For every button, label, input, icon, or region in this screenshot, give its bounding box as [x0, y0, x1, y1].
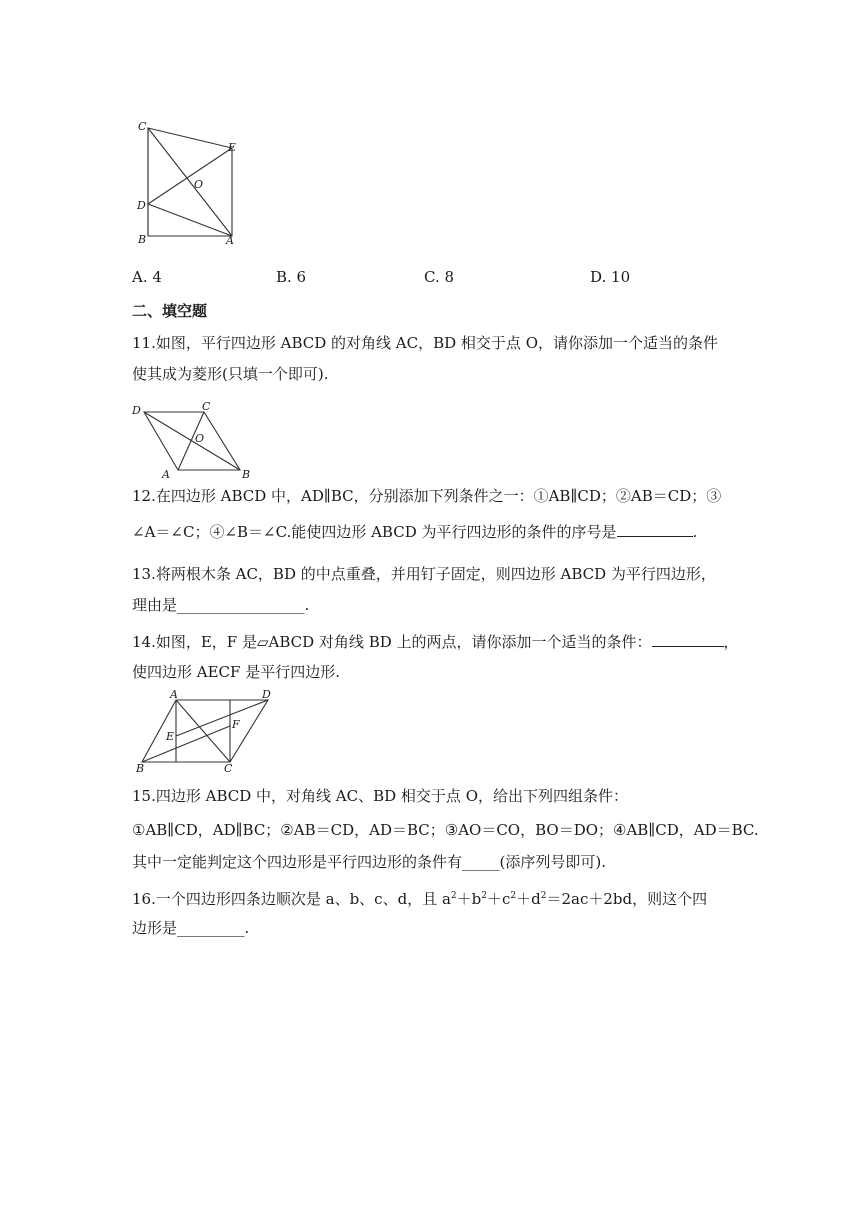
q12-line2-end: . [692, 523, 698, 541]
q12-line2-text: ∠A＝∠C；④∠B＝∠C.能使四边形 ABCD 为平行四边形的条件的序号是 [132, 523, 617, 541]
figure-rectangle-svg [132, 120, 252, 250]
q12-line2 [132, 520, 697, 542]
option-c: C. 8 [424, 268, 455, 286]
diagonal-db [144, 412, 240, 470]
q14-label-f: F [232, 718, 240, 731]
section-title: 二、填空题 [132, 302, 208, 320]
q16-plus-b: ＋b [456, 890, 482, 908]
label-a: A [226, 234, 234, 247]
q11-label-c: C [202, 400, 211, 413]
q16-line1 [132, 886, 707, 909]
label-e: E [228, 141, 237, 154]
q15-line3-start: 其中一定能判定这个四边形是平行四边形的条件有 [132, 853, 463, 871]
q13-line2-start: 理由是 [132, 596, 178, 614]
q14-line1 [132, 630, 739, 652]
q14-line1-end: ， [723, 633, 739, 651]
segment-bf [142, 726, 230, 762]
q16-answer-blank[interactable]: _________ [177, 919, 245, 937]
segment-ed [176, 700, 268, 736]
q11-label-b: B [242, 468, 251, 481]
q16-exp-b: 2 [481, 891, 487, 901]
label-o: O [194, 178, 204, 191]
q16-exp-c: 2 [510, 891, 517, 901]
q14-label-b: B [136, 762, 145, 775]
q11-label-d: D [132, 404, 141, 417]
q14-answer-blank[interactable] [652, 630, 724, 647]
q15-line3 [132, 852, 606, 872]
q13-line2-end: . [304, 596, 310, 614]
q15-line1: 15.四边形 ABCD 中，对角线 AC、BD 相交于点 O，给出下列四组条件： [132, 787, 628, 805]
option-d: D. 10 [590, 268, 631, 286]
q11-label-a: A [162, 468, 170, 481]
figure-rectangle-cdea [132, 120, 252, 250]
q14-line2: 使四边形 AECF 是平行四边形. [132, 663, 340, 681]
q13-answer-blank[interactable]: _________________ [177, 596, 305, 614]
q11-line1: 11.如图，平行四边形 ABCD 的对角线 AC，BD 相交于点 O，请你添加一个适当的条件 [132, 334, 718, 352]
q13-line1: 13.将两根木条 AC，BD 的中点重叠，并用钉子固定，则四边形 ABCD 为平行四边形， [132, 565, 716, 583]
q16-plus-c: ＋c [486, 890, 511, 908]
q11-label-o: O [195, 432, 205, 445]
q14-label-a: A [170, 688, 178, 701]
q16-line1-b: ＝2ac＋2bd，则这个四 [546, 890, 708, 908]
q14-line1-text: 14.如图，E，F 是▱ABCD 对角线 BD 上的两点，请你添加一个适当的条件： [132, 633, 652, 651]
q12-line1: 12.在四边形 ABCD 中，AD∥BC，分别添加下列条件之一：①AB∥CD；②AB＝CD；③ [132, 487, 722, 505]
option-b: B. 6 [276, 268, 307, 286]
option-a: A. 4 [132, 268, 162, 286]
q14-label-d: D [262, 688, 271, 701]
q16-line1-a: 16.一个四边形四条边顺次是 a、b、c、d，且 a [132, 890, 451, 908]
q14-label-c: C [224, 762, 233, 775]
label-b: B [138, 233, 147, 246]
segment-de [148, 148, 232, 204]
q15-answer-blank[interactable]: _____ [462, 853, 500, 871]
figure-q14-outline [142, 700, 268, 762]
label-c: C [138, 120, 147, 133]
label-d: D [137, 199, 146, 212]
q11-line2: 使其成为菱形(只填一个即可). [132, 365, 329, 383]
figure-q11-svg [132, 400, 262, 480]
q16-exp-a: 2 [450, 891, 457, 901]
q16-exp-d: 2 [540, 891, 547, 901]
figure-q14-svg [132, 690, 282, 776]
diagonal-ac [176, 700, 230, 762]
q16-plus-d: ＋d [516, 890, 541, 908]
figure-q11-rhombus [132, 400, 262, 480]
q12-answer-blank[interactable] [617, 520, 693, 537]
q14-label-e: E [166, 730, 175, 743]
q16-line2 [132, 918, 249, 938]
q13-line2 [132, 595, 309, 615]
figure-q14-parallelogram [132, 690, 282, 776]
q16-line2-start: 边形是 [132, 919, 178, 937]
q15-line2: ①AB∥CD，AD∥BC；②AB＝CD，AD＝BC；③AO＝CO，BO＝DO；④AB∥CD，AD＝BC. [132, 821, 759, 839]
q15-line3-end: (添序列号即可). [499, 853, 606, 871]
q16-line2-end: . [244, 919, 250, 937]
